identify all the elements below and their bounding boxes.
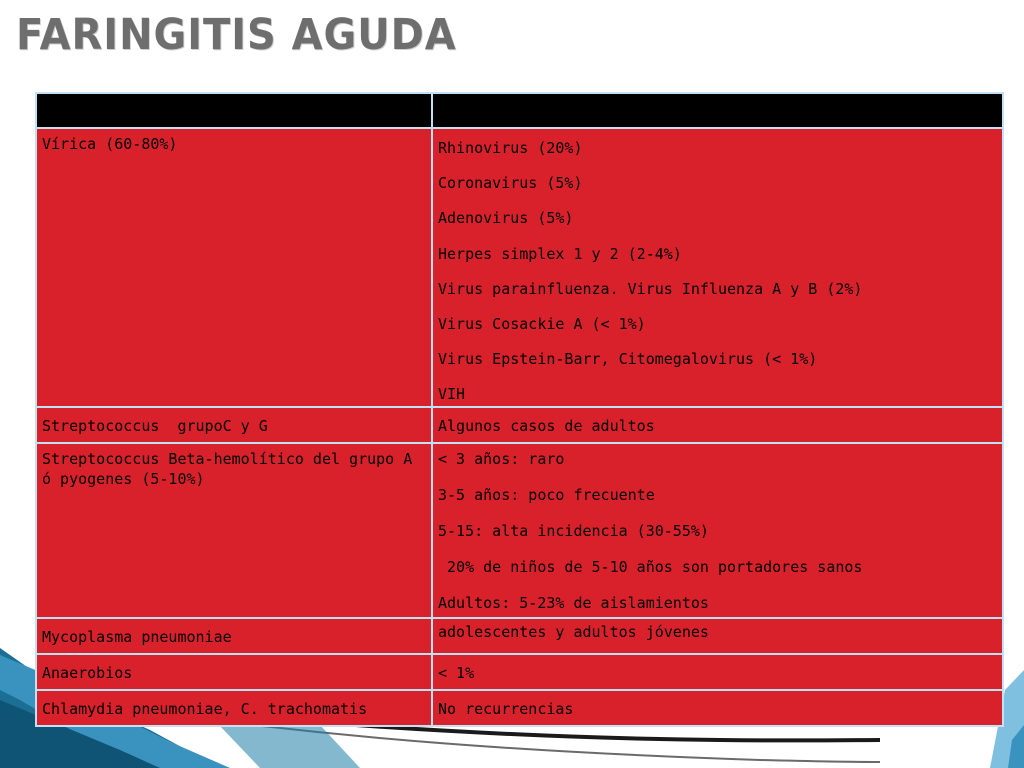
detail-line: < 3 años: raro: [438, 450, 565, 469]
table-row: [36, 690, 1003, 726]
detail-line: Herpes simplex 1 y 2 (2-4%): [438, 244, 682, 263]
header-cell-details: [432, 93, 1003, 128]
detail-line: Algunos casos de adultos: [438, 417, 655, 436]
table-row: [36, 443, 1003, 618]
agent-cell: [36, 407, 432, 443]
detail-line: Adenovirus (5%): [438, 209, 574, 228]
details-cell: [432, 443, 1003, 618]
table-row: [36, 407, 1003, 443]
table-row: [36, 654, 1003, 690]
details-cell: [432, 128, 1003, 407]
detail-line: Virus parainfluenza. Virus Influenza A y B (2%): [438, 279, 863, 298]
detail-line: VIH: [438, 385, 466, 404]
detail-line: 3-5 años: poco frecuente: [438, 486, 655, 505]
details-cell: [432, 654, 1003, 690]
table-row: [36, 128, 1003, 407]
detail-line: No recurrencias: [438, 700, 574, 719]
agent-cell: [36, 618, 432, 654]
agent-label: Chlamydia pneumoniae, C. trachomatis: [42, 700, 368, 719]
detail-line: Adultos: 5-23% de aislamientos: [438, 594, 709, 613]
details-cell: [432, 618, 1003, 654]
detail-line: Rhinovirus (20%): [438, 139, 583, 157]
header-cell-agent: [36, 93, 432, 128]
details-cell: [432, 690, 1003, 726]
agent-label: Streptococcus Beta-hemolítico del grupo A ó pyogenes (5-10%): [42, 450, 413, 489]
detail-line: Coronavirus (5%): [438, 174, 583, 193]
table-row: [36, 618, 1003, 654]
detail-line: Virus Cosackie A (< 1%): [438, 314, 646, 333]
agent-cell: [36, 443, 432, 618]
agent-label: Anaerobios: [42, 664, 133, 683]
agent-label: Mycoplasma pneumoniae: [42, 628, 232, 647]
agent-label: Vírica (60-80%): [42, 135, 178, 153]
agent-label: Streptococcus grupoC y G: [42, 417, 268, 436]
detail-line: adolescentes y adultos jóvenes: [438, 623, 709, 642]
details-cell: [432, 407, 1003, 443]
agent-cell: [36, 128, 432, 407]
detail-line: Virus Epstein-Barr, Citomegalovirus (< 1%): [438, 350, 818, 369]
table-header-row: [36, 93, 1003, 128]
detail-line: 20% de niños de 5-10 años son portadores sanos: [438, 558, 863, 577]
page-title: FARINGITIS AGUDA: [16, 10, 457, 60]
detail-line: < 1%: [438, 664, 475, 683]
etiology-table: [35, 92, 1004, 727]
detail-line: 5-15: alta incidencia (30-55%): [438, 522, 709, 541]
agent-cell: [36, 654, 432, 690]
agent-cell: [36, 690, 432, 726]
